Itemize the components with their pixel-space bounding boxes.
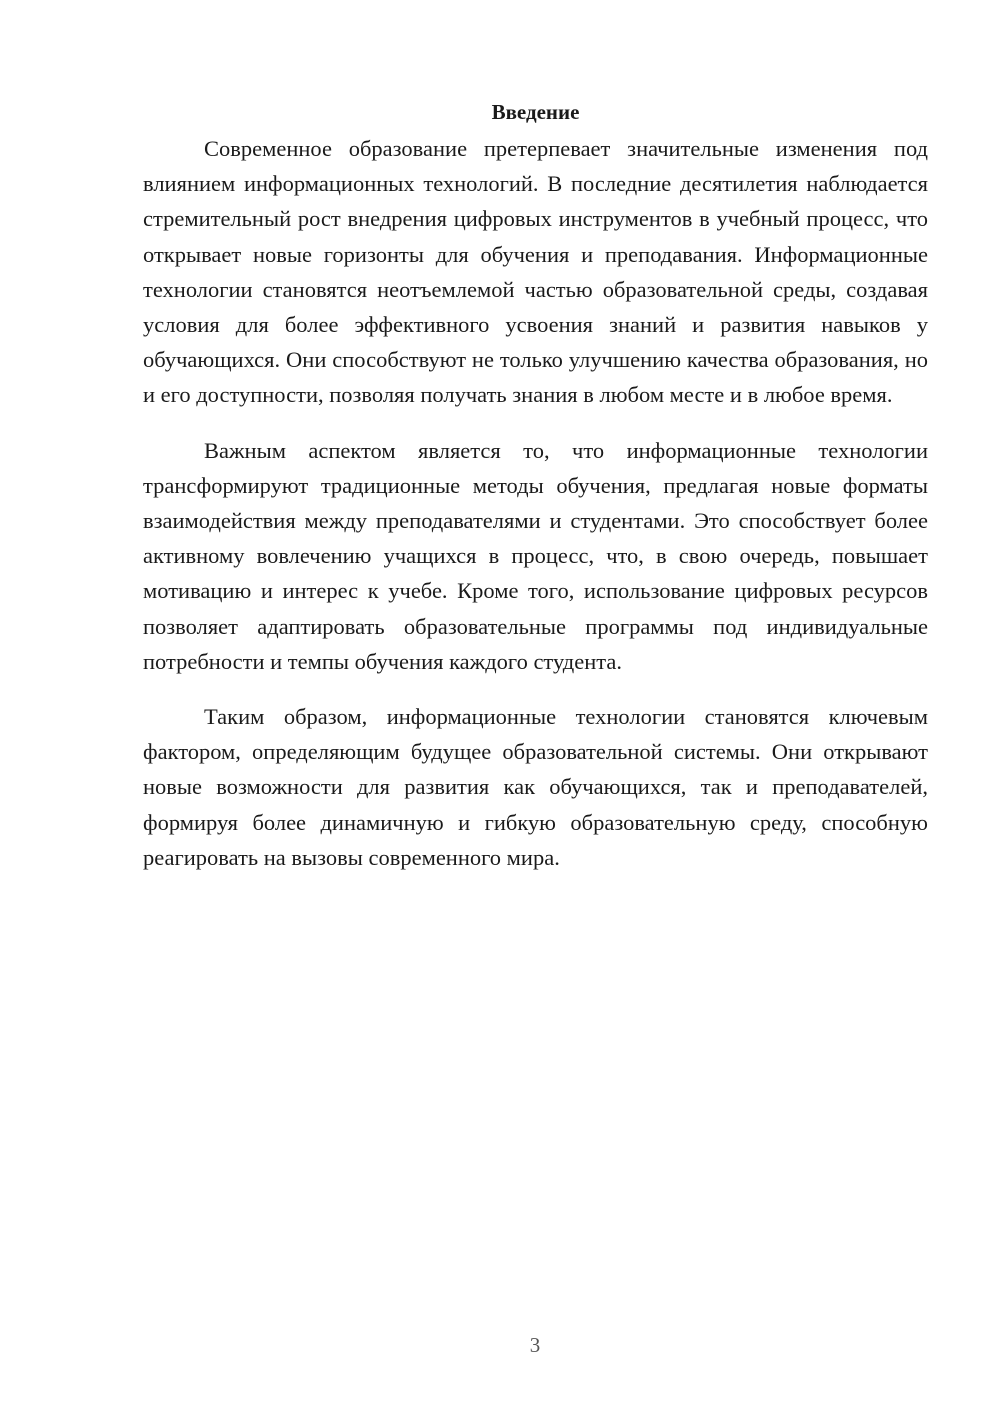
paragraph-1: Современное образование претерпевает значительные изменения под влиянием информационных технологий. В последние десятилетия наблюдается стремительный рост внедрения цифровых инструментов в учебный процесс, что открывает новые горизонты для обучения и преподавания. Информационные технологии становятся неотъемлемой частью образовательной среды, создавая условия для более эффективного усвоения знаний и развития навыков у обучающихся. Они способствуют не только улучшению качества образования, но и его доступности, позволяя получать знания в любом месте и в любое время. bbox=[143, 136, 928, 408]
section-heading: Введение bbox=[491, 100, 580, 124]
paragraph-2: Важным аспектом является то, что информационные технологии трансформируют традиционные методы обучения, предлагая новые форматы взаимодействия между преподавателями и студентами. Это способствует более активному вовлечению учащихся в процесс, что, в свою очередь, повышает мотивацию и интерес к учебе. Кроме того, использование цифровых ресурсов позволяет адаптировать образовательные программы под индивидуальные потребности и темпы обучения каждого студента. bbox=[143, 437, 928, 674]
paragraph-3: Таким образом, информационные технологии становятся ключевым фактором, определяющим будущее образовательной системы. Они открывают новые возможности для развития как обучающихся, так и преподавателей, формируя более динамичную и гибкую образовательную среду, способную реагировать на вызовы современного мира. bbox=[143, 704, 928, 870]
page-number: 3 bbox=[529, 1333, 541, 1357]
page-content bbox=[143, 94, 928, 895]
